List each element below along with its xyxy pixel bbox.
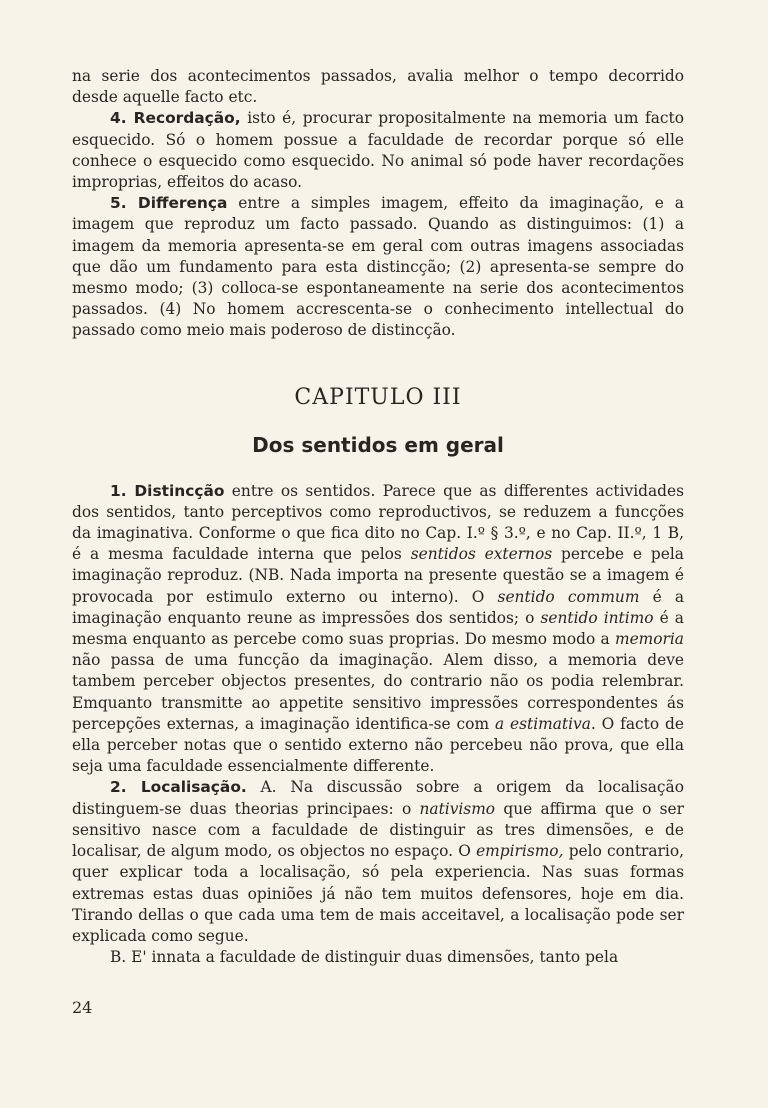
text-part: A. Na discussão sobre a origem da localisação distinguem-se duas theorias principaes: o [72,778,684,818]
paragraph-distinccao [72,481,684,778]
text-part: é a mesma enquanto as percebe como suas proprias. Do mesmo modo a [72,608,684,649]
heading-distinccao: 1. Distincção [110,481,225,500]
chapter-title: Dos sentidos em geral [252,432,504,457]
paragraph-recordacao [72,108,684,193]
text-part: que affirma que o ser sensitivo nasce com a faculdade de distinguir as tres dimensões, e de localisar, de algum modo, os objectos no espaço. O [72,799,685,861]
text-part: . O facto de ella perceber notas que o sentido externo não percebeu não prova, que ella seja uma faculdade essencialmente differente. [72,714,684,776]
italic-term: sentidos externos [410,545,553,564]
paragraph-differenca [72,193,684,341]
page-number: 24 [72,998,93,1017]
text-part: entre os sentidos. Parece que as differentes actividades dos sentidos, tanto perceptivos como reproductivos, se reduzem a funcções da imaginativa. Conforme o que fica dito no Cap. I.º § 3.º, e no Cap. II.º, 1 B, é a mesma faculdade interna que pelos [72,481,685,564]
italic-term: a estimativa [494,714,591,733]
italic-term: memoria [614,630,684,649]
paragraph-localisacao [72,777,684,947]
chapter-heading: CAPITULO III [294,384,462,410]
heading-differenca: 5. Differença [110,194,228,213]
text-part: pelo contrario, quer explicar toda a localisação, só pela experiencia. Nas suas formas extremas estas duas opiniões já não tem muitos defensores, hoje em dia. Tirando dellas o que cada uma tem de mais acceitavel, a localisação pode ser explicada como segue. [72,842,684,945]
italic-term: nativismo [419,799,496,818]
text-part: não passa de uma funcção da imaginação. Alem disso, a memoria deve tambem perceber objectos presentes, do contrario não os podia relembrar. Emquanto transmitte ao appetite sensitivo impressões correspondentes ás percepções externas, a imaginação identifica-se com [72,651,684,733]
text-part: é a imaginação enquanto reune as impressões dos sentidos; o [72,587,684,627]
paragraph-continuation: na serie dos acontecimentos passados, avalia melhor o tempo decorrido desde aquelle facto etc. [72,67,684,107]
italic-term: empirismo, [476,842,564,861]
text-part: percebe e pela imaginação reproduz. (NB. Nada importa na presente questão se a imagem é provocada por estimulo externo ou interno). O [72,545,684,606]
italic-term: sentido commum [497,587,640,606]
heading-localisacao: 2. Localisação. [110,778,247,797]
text-differenca: entre a simples imagem, effeito da imaginação, e a imagem que reproduz um facto passado. Quando as distinguimos: (1) a imagem da memoria apresenta-se em geral com outras imagens associadas que dão um fundamento para esta distincção; (2) apresenta-se sempre do mesmo modo; (3) colloca-se espontaneamente na serie dos acontecimentos passados. (4) No homem accrescenta-se o conhecimento intellectual do passado como meio mais poderoso de distincção. [72,194,684,340]
heading-recordacao: 4. Recordação, [110,109,241,128]
text-recordacao: isto é, procurar propositalmente na memoria um facto esquecido. Só o homem possue a faculdade de recordar porque só elle conhece o esquecido como esquecido. No animal só pode haver recordações improprias, effeitos do acaso. [72,109,685,192]
italic-term: sentido intimo [540,608,654,627]
paragraph-localisacao-b: B. E' innata a faculdade de distinguir duas dimensões, tanto pela [110,948,619,967]
